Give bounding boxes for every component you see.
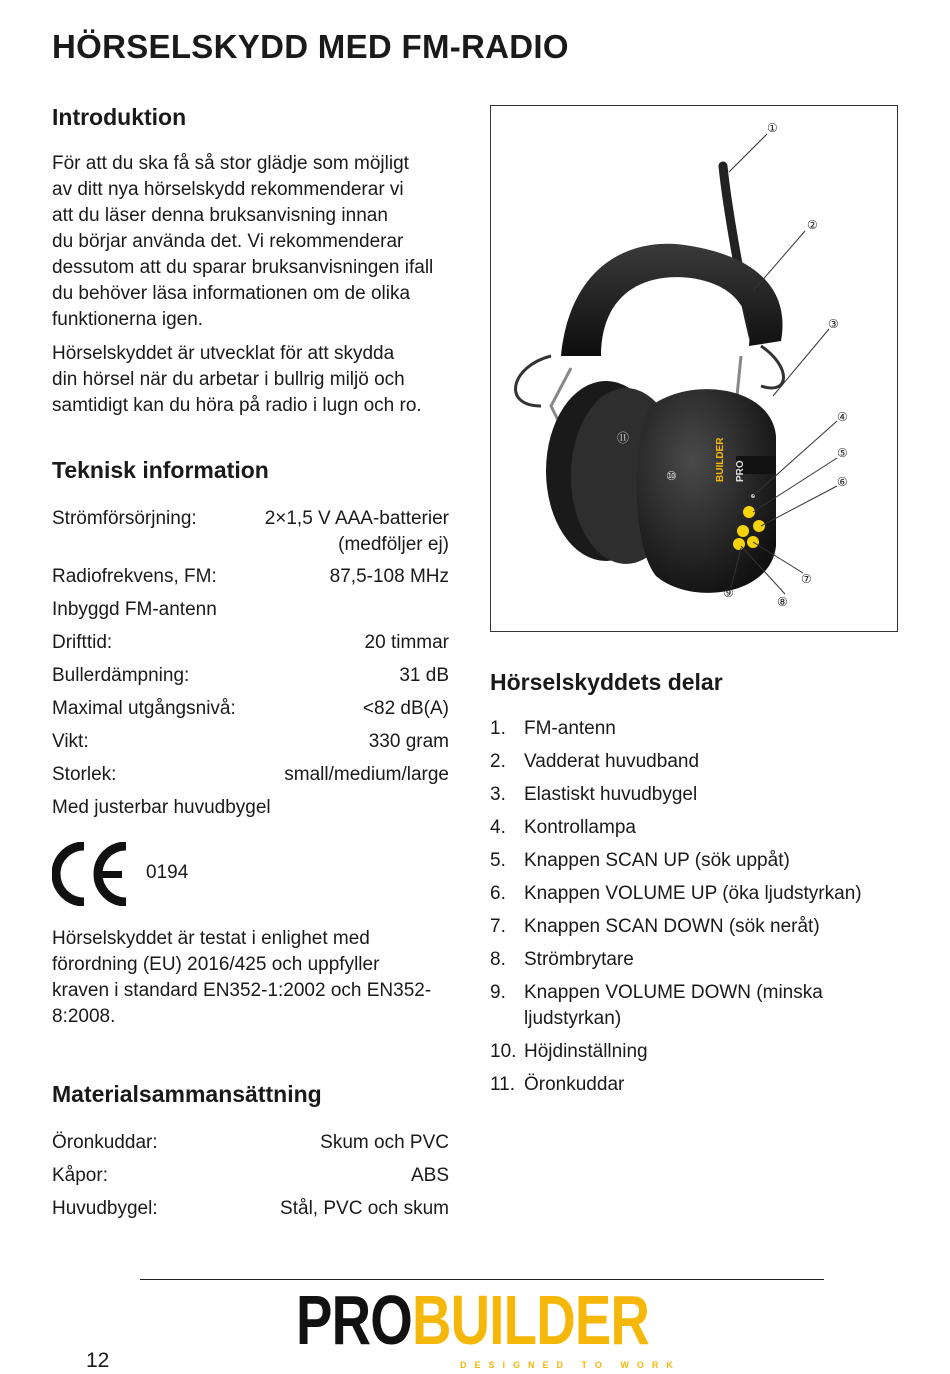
text-line: att du läser denna bruksanvisning innan <box>52 205 388 226</box>
list-text: ljudstyrkan) <box>524 1008 622 1029</box>
material-heading: Materialsammansättning <box>52 1081 322 1107</box>
material-label: Öronkuddar: <box>52 1132 158 1153</box>
spec-size <box>52 762 449 788</box>
list-text: Knappen SCAN DOWN (sök neråt) <box>524 916 820 937</box>
parts-list <box>490 716 910 1105</box>
list-item <box>490 980 910 1032</box>
list-text: FM-antenn <box>524 718 616 739</box>
material-label: Huvudbygel: <box>52 1198 158 1219</box>
text-line: Hörselskyddet är utvecklat för att skydda <box>52 343 395 364</box>
list-text: Höjdinställning <box>524 1041 648 1062</box>
list-item <box>490 1039 910 1065</box>
text-line: kraven i standard EN352-1:2002 och EN352- <box>52 980 432 1001</box>
list-item <box>490 947 910 973</box>
spec-label: Radiofrekvens, FM: <box>52 566 217 587</box>
spec-label: Bullerdämpning: <box>52 665 190 686</box>
intro-heading: Introduktion <box>52 104 187 130</box>
list-number: 11. <box>490 1074 516 1095</box>
list-number: 3. <box>490 784 506 805</box>
list-text: Öronkuddar <box>524 1074 625 1095</box>
list-number: 6. <box>490 883 506 904</box>
text-line: För att du ska få så stor glädje som möjligt <box>52 153 409 174</box>
callout-6: ⑥ <box>837 475 848 489</box>
earmuff-illustration <box>491 106 897 631</box>
list-number: 10. <box>490 1041 517 1062</box>
cup-brand-logo: PRO <box>735 460 746 482</box>
spec-value: <82 dB(A) <box>362 698 449 719</box>
text-line: samtidigt kan du höra på radio i lugn och ro. <box>52 395 422 416</box>
compliance-text <box>52 926 472 1030</box>
list-number: 4. <box>490 817 506 838</box>
spec-label: Maximal utgångsnivå: <box>52 698 236 719</box>
callout-7: ⑦ <box>801 572 812 586</box>
text-line: du börjar använda det. Vi rekommenderar <box>52 231 404 252</box>
spec-headband <box>52 795 449 821</box>
logo-tagline: DESIGNED TO WORK <box>460 1360 681 1370</box>
logo-builder: BUILDER <box>411 1281 650 1359</box>
list-item <box>490 848 910 874</box>
list-item <box>490 815 910 841</box>
footer-divider <box>140 1279 824 1280</box>
spec-runtime <box>52 630 449 656</box>
list-item <box>490 782 910 808</box>
callout-1: ① <box>767 121 778 135</box>
callout-8: ⑧ <box>777 595 788 609</box>
tech-heading: Teknisk information <box>52 457 269 483</box>
spec-value-note: (medföljer ej) <box>338 534 449 555</box>
spec-value: 20 timmar <box>364 632 449 653</box>
text-line: funktionerna igen. <box>52 309 204 330</box>
list-text: Elastiskt huvudbygel <box>524 784 698 805</box>
text-line: 8:2008. <box>52 1006 116 1027</box>
spec-label: Med justerbar huvudbygel <box>52 797 271 818</box>
material-value: Skum och PVC <box>320 1132 449 1153</box>
spec-noise-reduction <box>52 663 449 689</box>
material-value: ABS <box>410 1165 449 1186</box>
list-number: 5. <box>490 850 506 871</box>
text-line: din hörsel när du arbetar i bullrig miljö och <box>52 369 405 390</box>
product-figure <box>490 105 898 632</box>
callout-9: ⑨ <box>723 586 734 600</box>
callout-11: ⑪ <box>617 431 630 445</box>
list-item <box>490 881 910 907</box>
material-row <box>52 1130 449 1156</box>
ce-mark-icon <box>52 842 132 906</box>
spec-value: 2×1,5 V AAA-batterier <box>264 508 449 529</box>
material-label: Kåpor: <box>52 1165 108 1186</box>
list-text: Knappen SCAN UP (sök uppåt) <box>524 850 790 871</box>
cup-brand-logo-accent: BUILDER <box>715 437 726 482</box>
callout-2: ② <box>807 218 818 232</box>
list-text: Vadderat huvudband <box>524 751 700 772</box>
list-text: Kontrollampa <box>524 817 636 838</box>
spec-value: small/medium/large <box>284 764 449 785</box>
list-item <box>490 716 910 742</box>
spec-frequency <box>52 564 449 590</box>
list-item <box>490 1072 910 1098</box>
list-number: 8. <box>490 949 506 970</box>
notified-body-number: 0194 <box>146 862 189 883</box>
list-text: Knappen VOLUME DOWN (minska <box>524 982 823 1003</box>
list-number: 1. <box>490 718 506 739</box>
material-row <box>52 1196 449 1222</box>
spec-power <box>52 506 449 558</box>
spec-label: Storlek: <box>52 764 117 785</box>
intro-paragraph-1 <box>52 151 472 333</box>
list-number: 2. <box>490 751 506 772</box>
list-text: Strömbrytare <box>524 949 634 970</box>
spec-label: Vikt: <box>52 731 89 752</box>
text-line: förordning (EU) 2016/425 och uppfyller <box>52 954 380 975</box>
text-line: av ditt nya hörselskydd rekommenderar vi <box>52 179 404 200</box>
spec-weight <box>52 729 449 755</box>
list-text: Knappen VOLUME UP (öka ljudstyrkan) <box>524 883 862 904</box>
callout-10: ⑩ <box>666 469 677 483</box>
spec-max-output <box>52 696 449 722</box>
spec-value: 87,5-108 MHz <box>329 566 449 587</box>
text-line: du behöver läsa informationen om de olika <box>52 283 411 304</box>
page-number: 12 <box>86 1349 110 1372</box>
spec-value: 330 gram <box>368 731 449 752</box>
list-item <box>490 749 910 775</box>
intro-paragraph-2 <box>52 341 472 419</box>
parts-heading: Hörselskyddets delar <box>490 669 723 695</box>
material-row <box>52 1163 449 1189</box>
list-item <box>490 914 910 940</box>
spec-label: Drifttid: <box>52 632 113 653</box>
probuilder-logo <box>296 1281 650 1359</box>
list-number: 7. <box>490 916 506 937</box>
spec-label: Inbyggd FM-antenn <box>52 599 217 620</box>
callout-3: ③ <box>828 317 839 331</box>
logo-pro: PRO <box>296 1281 412 1359</box>
spec-value: 31 dB <box>399 665 449 686</box>
text-line: dessutom att du sparar bruksanvisningen ifall <box>52 257 434 278</box>
text-line: Hörselskyddet är testat i enlighet med <box>52 928 370 949</box>
material-value: Stål, PVC och skum <box>280 1198 449 1219</box>
spec-label: Strömförsörjning: <box>52 508 197 529</box>
callout-5: ⑤ <box>837 446 848 460</box>
spec-antenna <box>52 597 449 623</box>
page-title: HÖRSELSKYDD MED FM-RADIO <box>52 28 569 65</box>
list-number: 9. <box>490 982 506 1003</box>
callout-4: ④ <box>837 410 848 424</box>
